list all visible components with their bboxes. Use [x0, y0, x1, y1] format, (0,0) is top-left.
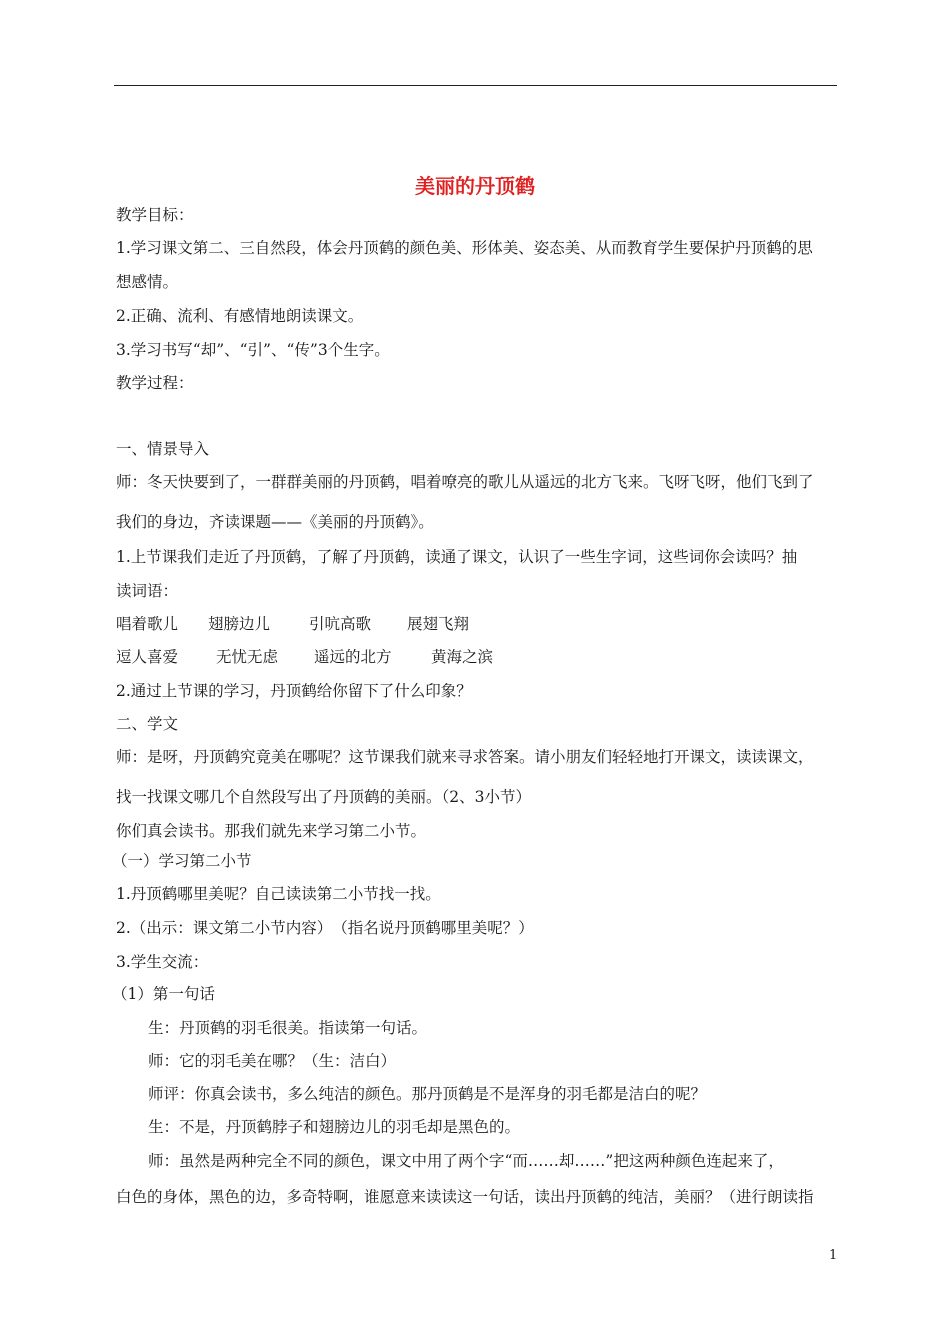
- section-1-paragraph-1-line-1: 师：冬天快要到了，一群群美丽的丹顶鹤，唱着嘹亮的歌儿从遥远的北方飞来。飞呀飞呀，他们飞到了: [116, 473, 814, 491]
- vocabulary-word: 逗人喜爱: [116, 648, 179, 666]
- goal-3: 3.学习书写“却”、“引”、“传”3个生字。: [116, 341, 390, 359]
- vocabulary-word: 展翅飞翔: [407, 615, 470, 633]
- vocabulary-row-1: [116, 613, 469, 635]
- subsection-1-step-1: 1.丹顶鹤哪里美呢？自己读读第二小节找一找。: [116, 885, 441, 903]
- vocabulary-word: 引吭高歌: [309, 615, 372, 633]
- dialogue-line-2: 师：它的羽毛美在哪？（生：洁白）: [148, 1052, 397, 1070]
- section-1-paragraph-2-line-2: 读词语：: [116, 582, 179, 600]
- section-2-paragraph-1-line-2: 找一找课文哪几个自然段写出了丹顶鹤的美丽。（2、3小节）: [116, 788, 531, 806]
- header-rule: [114, 85, 837, 86]
- section-1-question-2: 2.通过上节课的学习，丹顶鹤给你留下了什么印象？: [116, 682, 472, 700]
- subsection-1-heading: （一）学习第二小节: [112, 852, 252, 870]
- document-title: 美丽的丹顶鹤: [415, 174, 535, 198]
- dialogue-line-4: 生：不是，丹顶鹤脖子和翅膀边儿的羽毛却是黑色的。: [148, 1118, 521, 1136]
- goal-2: 2.正确、流利、有感情地朗读课文。: [116, 307, 364, 325]
- vocabulary-word: 唱着歌儿: [116, 615, 179, 633]
- vocabulary-word: 遥远的北方: [314, 648, 392, 666]
- goal-1-line-1: 1.学习课文第二、三自然段，体会丹顶鹤的颜色美、形体美、姿态美、从而教育学生要保护丹顶鹤的思: [116, 239, 813, 257]
- subsection-1-step-2: 2.（出示：课文第二小节内容） （指名说丹顶鹤哪里美呢？）: [116, 919, 534, 937]
- section-2-paragraph-2: 你们真会读书。那我们就先来学习第二小节。: [116, 822, 427, 840]
- vocabulary-word: 翅膀边儿: [208, 615, 271, 633]
- subsection-1-step-3: 3.学生交流：: [116, 953, 209, 971]
- vocabulary-word: 无忧无虑: [216, 648, 279, 666]
- section-1-paragraph-2-line-1: 1.上节课我们走近了丹顶鹤，了解了丹顶鹤，读通了课文，认识了一些生字词，这些词你会读吗？抽: [116, 548, 798, 566]
- vocabulary-row-2: [116, 646, 493, 668]
- section-1-paragraph-1-line-2: 我们的身边，齐读课题——《美丽的丹顶鹤》。: [116, 513, 434, 531]
- dialogue-line-5-part-1: 师：虽然是两种完全不同的颜色，课文中用了两个字“而……却……”把这两种颜色连起来了，: [148, 1152, 784, 1170]
- section-2-heading: 二、学文: [116, 715, 179, 733]
- vocabulary-word: 黄海之滨: [431, 648, 494, 666]
- dialogue-line-3: 师评：你真会读书，多么纯洁的颜色。那丹顶鹤是不是浑身的羽毛都是洁白的呢？: [148, 1085, 707, 1103]
- goals-heading: 教学目标：: [116, 206, 194, 224]
- dialogue-line-1: 生：丹顶鹤的羽毛很美。指读第一句话。: [148, 1019, 428, 1037]
- page-number: 1: [829, 1248, 838, 1263]
- process-heading: 教学过程：: [116, 374, 194, 392]
- section-2-paragraph-1-line-1: 师：是呀，丹顶鹤究竟美在哪呢？这节课我们就来寻求答案。请小朋友们轻轻地打开课文，读读课文，: [116, 748, 814, 766]
- item-1-heading: （1）第一句话: [112, 985, 215, 1003]
- goal-1-line-2: 想感情。: [116, 273, 179, 291]
- dialogue-line-5-part-2: 白色的身体，黑色的边，多奇特啊，谁愿意来读读这一句话，读出丹顶鹤的纯洁，美丽？（进行朗读指: [116, 1188, 814, 1206]
- section-1-heading: 一、情景导入: [116, 440, 210, 458]
